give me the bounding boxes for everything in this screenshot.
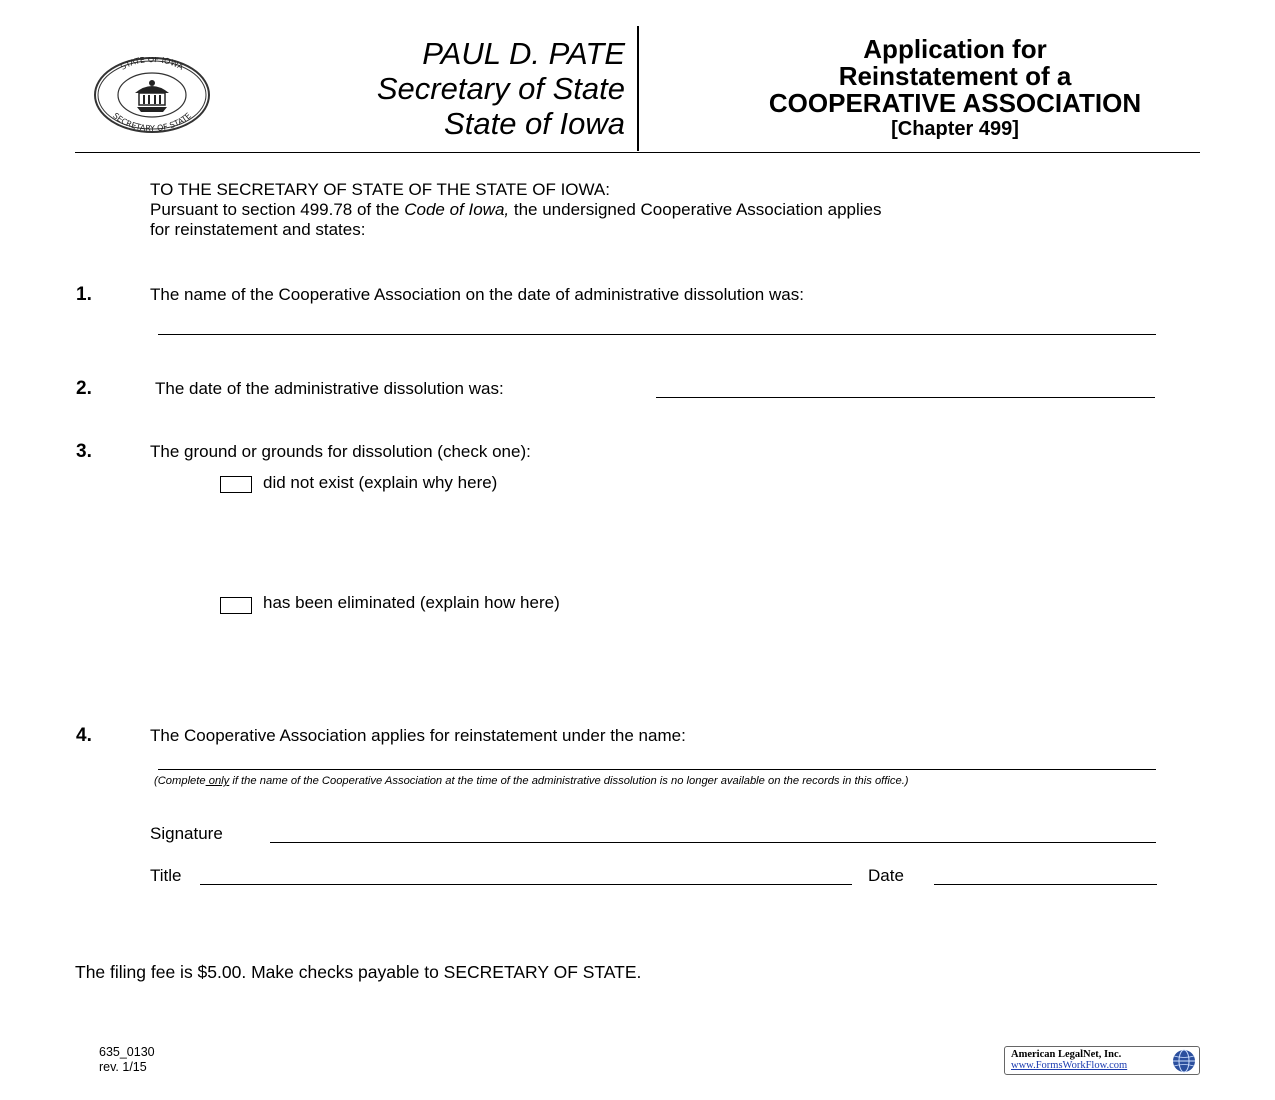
intro-statement (150, 200, 882, 220)
header-official-block (377, 36, 625, 141)
date-label: Date (868, 866, 904, 885)
official-title: Secretary of State (376, 71, 625, 106)
did-not-exist-label: did not exist (explain why here) (263, 473, 498, 492)
seal-text-bottom: SECRETARY OF STATE (111, 111, 193, 133)
title-label: Title (150, 866, 182, 885)
date-field[interactable] (934, 884, 1157, 885)
did-not-exist-checkbox[interactable] (220, 476, 252, 493)
item-text-4: The Cooperative Association applies for reinstatement under the name: (150, 726, 686, 745)
jurisdiction: State of Iowa (444, 106, 625, 141)
header-divider (637, 26, 639, 151)
official-name: PAUL D. PATE (422, 36, 625, 71)
signature-field[interactable] (270, 842, 1156, 843)
state-seal (93, 57, 211, 133)
eliminated-label: has been eliminated (explain how here) (263, 593, 560, 612)
svg-text:STATE OF IOWA (119, 57, 185, 72)
intro-statement-end: for reinstatement and states: (150, 220, 366, 239)
eliminated-checkbox[interactable] (220, 597, 252, 614)
form-title-line-2: Reinstatement of a (838, 61, 1072, 91)
note-text-a: (Complete (154, 775, 206, 787)
form-title-line-1: Application for (863, 34, 1047, 64)
note-only: only (205, 775, 230, 787)
globe-icon (1172, 1049, 1196, 1073)
logo-url-link[interactable]: www.FormsWorkFlow.com (1011, 1060, 1128, 1071)
intro-text-b: the undersigned Cooperative Association applies (509, 200, 882, 219)
dissolution-name-field[interactable] (158, 334, 1156, 335)
title-field[interactable] (200, 884, 852, 885)
seal-text-top: STATE OF IOWA (119, 57, 185, 72)
form-number: 635_0130 (99, 1045, 155, 1059)
intro-text-a: Pursuant to section 499.78 of the (150, 200, 405, 219)
item-text-3: The ground or grounds for dissolution (check one): (150, 442, 531, 461)
form-id-block (99, 1045, 155, 1075)
item-number-4: 4. (76, 725, 92, 746)
chapter-reference: [Chapter 499] (891, 118, 1019, 140)
svg-text:SECRETARY OF STATE (111, 111, 193, 133)
item-number-1: 1. (76, 284, 92, 305)
intro-paragraph (150, 180, 882, 240)
intro-code-reference: Code of Iowa, (404, 200, 510, 219)
form-title-line-3: COOPERATIVE ASSOCIATION (768, 88, 1142, 118)
american-legalnet-logo[interactable] (1004, 1046, 1200, 1075)
header-rule (75, 152, 1200, 153)
dissolution-date-field[interactable] (656, 397, 1155, 398)
filing-fee-text: The filing fee is $5.00. Make checks payable to SECRETARY OF STATE. (75, 962, 642, 982)
item-number-3: 3. (76, 441, 92, 462)
name-availability-note (154, 775, 909, 787)
logo-company-name: American LegalNet, Inc. (1011, 1049, 1122, 1060)
item-number-2: 2. (76, 378, 92, 399)
item-text-2: The date of the administrative dissolution was: (155, 379, 504, 398)
form-revision: rev. 1/15 (99, 1060, 147, 1074)
note-text-b: if the name of the Cooperative Association at the time of the administrative dissolution is no longer available on the records in this office.) (229, 775, 909, 787)
reinstatement-name-field[interactable] (158, 769, 1156, 770)
intro-addressee: TO THE SECRETARY OF STATE OF THE STATE OF IOWA: (150, 180, 610, 199)
form-title-block (690, 36, 1220, 141)
item-text-1: The name of the Cooperative Association on the date of administrative dissolution was: (150, 285, 804, 304)
signature-label: Signature (150, 824, 223, 843)
